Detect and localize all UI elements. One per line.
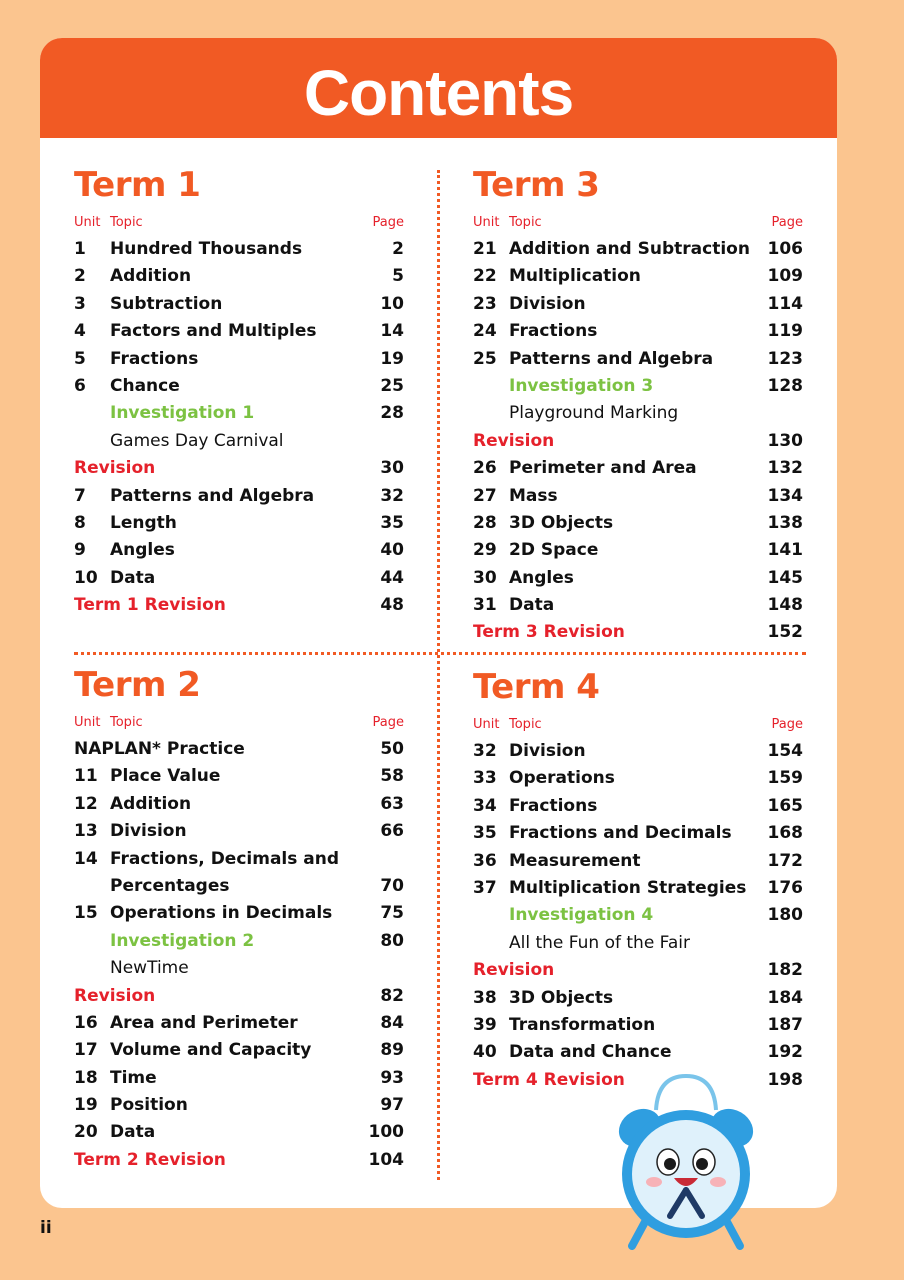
page-number: 159 — [767, 768, 803, 789]
topic-name: 3D Objects — [509, 512, 614, 533]
contents-row — [74, 428, 404, 455]
column-header-row — [74, 710, 404, 736]
unit-number: 24 — [473, 321, 497, 342]
contents-row — [74, 1037, 404, 1064]
contents-row — [473, 318, 803, 345]
topic-name: Revision — [74, 458, 156, 479]
page-number: 25 — [380, 375, 404, 396]
unit-number: 17 — [74, 1040, 98, 1061]
topic-name: Data — [509, 595, 555, 616]
unit-number: 21 — [473, 239, 497, 259]
topic-name: Fractions — [509, 795, 598, 816]
topic-name: Multiplication — [509, 266, 641, 287]
topic-name: Addition and Subtraction — [509, 239, 750, 259]
contents-row — [74, 873, 404, 900]
topic-name: Fractions — [509, 321, 598, 342]
unit-number: 31 — [473, 595, 497, 616]
page-number: 148 — [767, 595, 803, 616]
page-number: 109 — [767, 266, 803, 287]
page-number: 100 — [368, 1122, 404, 1143]
contents-row — [74, 846, 404, 873]
contents-row — [473, 875, 803, 902]
page-number: 32 — [380, 485, 404, 506]
page-number: 5 — [392, 266, 404, 287]
topic-name: Area and Perimeter — [110, 1012, 298, 1033]
topic-name: All the Fun of the Fair — [509, 932, 691, 953]
topic-name: Fractions and Decimals — [509, 823, 732, 844]
topic-name: Perimeter and Area — [509, 458, 697, 479]
contents-row — [473, 455, 803, 482]
contents-row — [74, 736, 404, 763]
column-header-unit: Unit — [473, 717, 500, 732]
page-number: 165 — [767, 795, 803, 816]
page-number: 35 — [380, 512, 404, 533]
unit-number: 30 — [473, 567, 497, 588]
unit-number: 29 — [473, 540, 497, 561]
term-title: Term 1 — [74, 165, 201, 205]
topic-name: 2D Space — [509, 540, 599, 561]
contents-row — [473, 263, 803, 290]
page-number: 89 — [380, 1040, 404, 1061]
contents-row — [473, 1012, 803, 1039]
topic-name: Addition — [110, 266, 192, 287]
unit-number: 9 — [74, 540, 86, 561]
page-number: 198 — [767, 1069, 803, 1090]
contents-row — [473, 565, 803, 592]
unit-number: 10 — [74, 567, 98, 588]
topic-name: Volume and Capacity — [110, 1040, 312, 1061]
page-number: 134 — [767, 485, 803, 506]
contents-row — [74, 1147, 404, 1174]
page-number: 114 — [767, 293, 803, 314]
topic-name: Playground Marking — [509, 403, 679, 424]
page-number: 132 — [767, 458, 803, 479]
column-header-page: Page — [372, 215, 404, 230]
topic-name: Data and Chance — [509, 1042, 672, 1063]
page-number: 50 — [380, 739, 404, 759]
vertical-divider — [437, 170, 440, 1180]
contents-row — [473, 738, 803, 765]
page-number: 119 — [767, 321, 803, 342]
term-section — [74, 160, 404, 619]
unit-number: 34 — [473, 795, 497, 816]
contents-row — [473, 400, 803, 427]
unit-number: 40 — [473, 1042, 497, 1063]
unit-number: 37 — [473, 877, 497, 898]
column-header-topic: Topic — [110, 215, 143, 230]
contents-row — [473, 1039, 803, 1066]
unit-number: 5 — [74, 348, 86, 369]
page-number: 28 — [380, 403, 404, 424]
contents-row — [74, 318, 404, 345]
page-number: 152 — [767, 622, 803, 643]
topic-name: Angles — [110, 540, 175, 561]
term-section — [473, 662, 803, 1094]
column-header-page: Page — [372, 715, 404, 730]
topic-name: Percentages — [110, 875, 230, 896]
topic-name: Division — [509, 293, 586, 314]
contents-row — [74, 483, 404, 510]
contents-row — [473, 619, 803, 646]
topic-name: Subtraction — [110, 293, 223, 314]
contents-row — [473, 483, 803, 510]
topic-name: Term 1 Revision — [74, 595, 226, 616]
topic-name: Patterns and Algebra — [110, 485, 315, 506]
unit-number: 38 — [473, 987, 497, 1008]
page-number: 138 — [767, 512, 803, 533]
page-number: 97 — [380, 1095, 404, 1116]
page-number: 141 — [767, 540, 803, 561]
page-number: 182 — [767, 960, 803, 981]
unit-number: 6 — [74, 375, 86, 396]
contents-row — [74, 565, 404, 592]
unit-number: 11 — [74, 766, 98, 787]
page-number: 75 — [380, 903, 404, 924]
contents-row — [473, 373, 803, 400]
topic-name: Term 2 Revision — [74, 1149, 226, 1170]
topic-name: Term 4 Revision — [473, 1069, 625, 1090]
column-header-unit: Unit — [74, 715, 101, 730]
column-header-row — [473, 712, 803, 738]
contents-row — [74, 592, 404, 619]
contents-row — [74, 537, 404, 564]
term-section — [473, 160, 803, 647]
contents-row — [74, 1065, 404, 1092]
page-number: 172 — [767, 850, 803, 871]
column-header-unit: Unit — [74, 215, 101, 230]
unit-number: 13 — [74, 821, 98, 842]
page-number: 106 — [767, 239, 803, 259]
column-header-topic: Topic — [509, 717, 542, 732]
unit-number: 8 — [74, 512, 86, 533]
page-number: 128 — [767, 375, 803, 396]
page-number: ii — [40, 1218, 52, 1238]
unit-number: 27 — [473, 485, 497, 506]
topic-name: Operations — [509, 768, 615, 789]
page-number: 10 — [380, 293, 404, 314]
topic-name: Place Value — [110, 766, 221, 787]
page-number: 187 — [767, 1014, 803, 1035]
contents-card — [40, 38, 837, 1208]
page-number: 176 — [767, 877, 803, 898]
unit-number: 18 — [74, 1067, 98, 1088]
topic-name: Investigation 3 — [509, 375, 654, 396]
topic-name: Mass — [509, 485, 558, 506]
topic-name: Time — [110, 1067, 157, 1088]
page-number: 70 — [380, 875, 404, 896]
unit-number: 2 — [74, 266, 86, 287]
contents-row — [74, 1119, 404, 1146]
contents-row — [74, 763, 404, 790]
unit-number: 39 — [473, 1014, 497, 1035]
topic-name: Chance — [110, 375, 180, 396]
contents-row — [473, 793, 803, 820]
term-title: Term 2 — [74, 665, 201, 705]
contents-row — [473, 930, 803, 957]
term-title: Term 3 — [473, 165, 600, 205]
unit-number: 16 — [74, 1012, 98, 1033]
column-header-unit: Unit — [473, 215, 500, 230]
page-number: 14 — [380, 321, 404, 342]
page-number: 180 — [767, 905, 803, 926]
topic-name: Fractions — [110, 348, 199, 369]
page-number: 48 — [380, 595, 404, 616]
topic-name: Term 3 Revision — [473, 622, 625, 643]
unit-number: 33 — [473, 768, 497, 789]
contents-row — [473, 848, 803, 875]
page-title: Contents — [303, 57, 574, 129]
column-header-row — [473, 210, 803, 236]
unit-number: 28 — [473, 512, 497, 533]
alarm-clock-icon — [612, 1070, 760, 1254]
topic-name: Length — [110, 512, 177, 533]
unit-number: 20 — [74, 1122, 98, 1143]
contents-row — [74, 400, 404, 427]
page-number: 104 — [368, 1149, 404, 1170]
contents-row — [473, 765, 803, 792]
topic-name: NAPLAN* Practice — [74, 739, 245, 759]
contents-row — [473, 346, 803, 373]
topic-name: Games Day Carnival — [110, 430, 284, 451]
page-number: 93 — [380, 1067, 404, 1088]
page-number: 2 — [392, 239, 404, 259]
contents-row — [74, 1092, 404, 1119]
contents-row — [74, 791, 404, 818]
unit-number: 36 — [473, 850, 497, 871]
topic-name: Investigation 4 — [509, 905, 654, 926]
contents-row — [74, 263, 404, 290]
column-header-page: Page — [771, 215, 803, 230]
term-title: Term 4 — [473, 667, 600, 707]
topic-name: Factors and Multiples — [110, 321, 317, 342]
contents-row — [473, 957, 803, 984]
page-number: 63 — [380, 793, 404, 814]
contents-row — [74, 955, 404, 982]
column-header-topic: Topic — [509, 215, 542, 230]
term-section — [74, 660, 404, 1174]
topic-name: Operations in Decimals — [110, 903, 333, 924]
page-number: 58 — [380, 766, 404, 787]
page-number: 30 — [380, 458, 404, 479]
unit-number: 7 — [74, 485, 86, 506]
contents-row — [74, 928, 404, 955]
topic-name: Data — [110, 567, 156, 588]
page-number: 145 — [767, 567, 803, 588]
contents-row — [473, 236, 803, 263]
page-number: 154 — [767, 741, 803, 761]
contents-row — [74, 236, 404, 263]
unit-number: 25 — [473, 348, 497, 369]
contents-row — [473, 537, 803, 564]
topic-name: Hundred Thousands — [110, 239, 303, 259]
unit-number: 4 — [74, 321, 86, 342]
topic-name: Revision — [473, 960, 555, 981]
page-number: 192 — [767, 1042, 803, 1063]
contents-row — [74, 818, 404, 845]
contents-row — [74, 900, 404, 927]
column-header-topic: Topic — [110, 715, 143, 730]
contents-row — [473, 985, 803, 1012]
topic-name: Multiplication Strategies — [509, 877, 747, 898]
contents-row — [74, 346, 404, 373]
topic-name: Patterns and Algebra — [509, 348, 714, 369]
contents-row — [473, 428, 803, 455]
page-number: 44 — [380, 567, 404, 588]
topic-name: Measurement — [509, 850, 641, 871]
contents-row — [74, 1010, 404, 1037]
topic-name: Transformation — [509, 1014, 656, 1035]
page-number: 84 — [380, 1012, 404, 1033]
page-number: 130 — [767, 430, 803, 451]
page-number: 184 — [767, 987, 803, 1008]
page-number: 40 — [380, 540, 404, 561]
topic-name: 3D Objects — [509, 987, 614, 1008]
contents-row — [473, 510, 803, 537]
horizontal-divider — [74, 652, 806, 655]
topic-name: Division — [509, 741, 586, 761]
unit-number: 3 — [74, 293, 86, 314]
page-number: 80 — [380, 930, 404, 951]
unit-number: 15 — [74, 903, 98, 924]
contents-row — [74, 291, 404, 318]
contents-row — [473, 291, 803, 318]
unit-number: 19 — [74, 1095, 98, 1116]
topic-name: Addition — [110, 793, 192, 814]
contents-row — [74, 983, 404, 1010]
unit-number: 35 — [473, 823, 497, 844]
unit-number: 14 — [74, 848, 98, 869]
page-number: 66 — [380, 821, 404, 842]
topic-name: Investigation 2 — [110, 930, 255, 951]
page-number: 19 — [380, 348, 404, 369]
unit-number: 32 — [473, 741, 497, 761]
topic-name: Data — [110, 1122, 156, 1143]
topic-name: Division — [110, 821, 187, 842]
page-number: 168 — [767, 823, 803, 844]
title-banner — [40, 38, 837, 138]
contents-row — [473, 902, 803, 929]
unit-number: 23 — [473, 293, 497, 314]
topic-name: Fractions, Decimals and — [110, 848, 340, 869]
column-header-page: Page — [771, 717, 803, 732]
topic-name: NewTime — [110, 958, 189, 979]
page-number: 82 — [380, 985, 404, 1006]
topic-name: Position — [110, 1095, 188, 1116]
topic-name: Angles — [509, 567, 574, 588]
topic-name: Investigation 1 — [110, 403, 255, 424]
contents-row — [473, 820, 803, 847]
unit-number: 22 — [473, 266, 497, 287]
page-number: 123 — [767, 348, 803, 369]
unit-number: 26 — [473, 458, 497, 479]
unit-number: 1 — [74, 239, 86, 259]
unit-number: 12 — [74, 793, 98, 814]
column-header-row — [74, 210, 404, 236]
topic-name: Revision — [473, 430, 555, 451]
contents-row — [473, 592, 803, 619]
contents-row — [74, 455, 404, 482]
contents-row — [74, 373, 404, 400]
topic-name: Revision — [74, 985, 156, 1006]
contents-row — [74, 510, 404, 537]
